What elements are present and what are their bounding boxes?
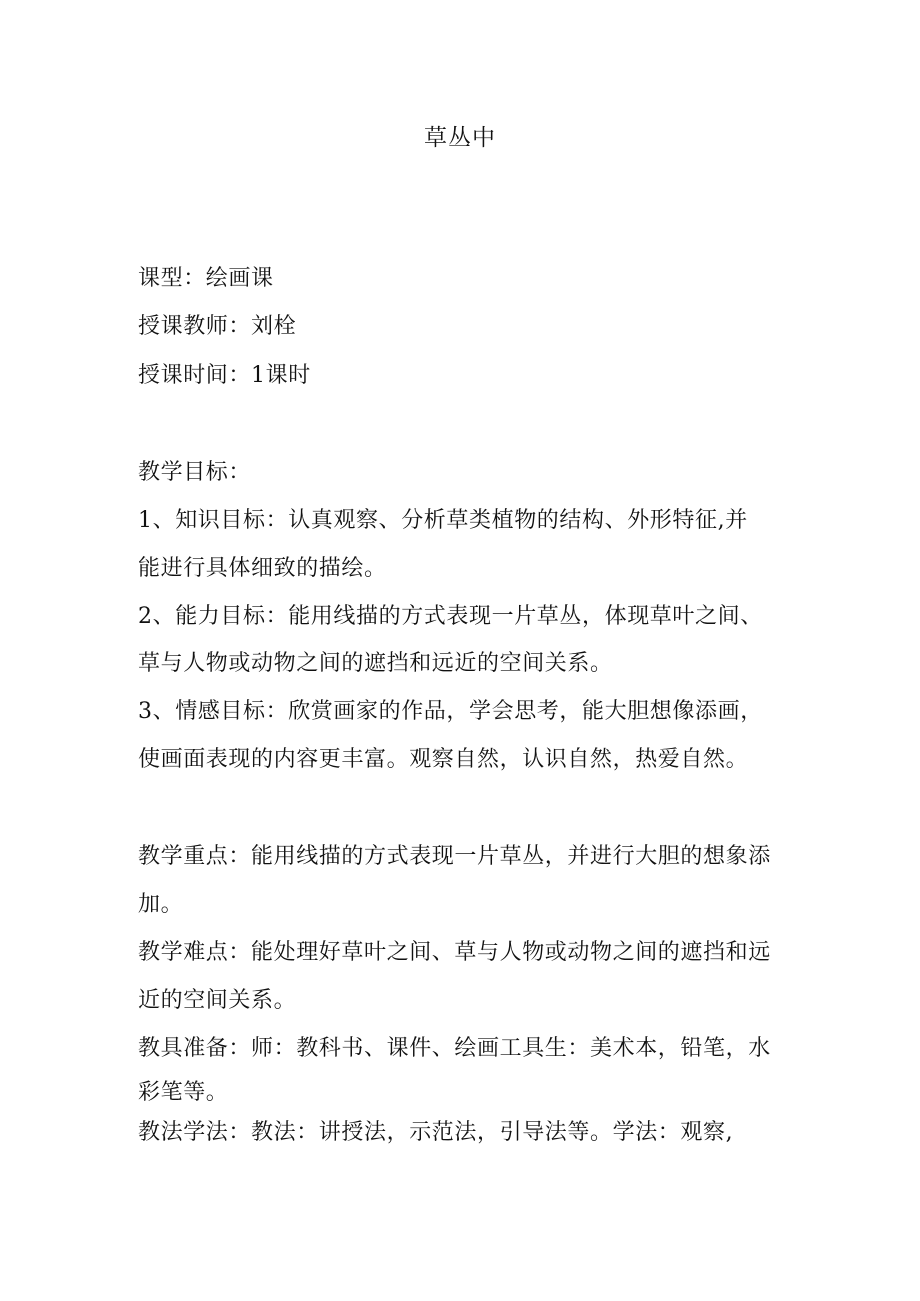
objective-line: 1、知识目标：认真观察、分析草类植物的结构、外形特征,并: [138, 508, 748, 533]
objective-line: 草与人物或动物之间的遮挡和远近的空间关系。: [138, 651, 613, 676]
document-title: 草丛中: [424, 125, 496, 151]
key-points-line: 教学重点：能用线描的方式表现一片草丛，并进行大胆的想象添: [138, 844, 771, 869]
lesson-type: 课型：绘画课: [138, 266, 274, 291]
materials-line: 彩笔等。: [138, 1080, 229, 1105]
difficulties-line: 近的空间关系。: [138, 988, 297, 1013]
materials-line: 教具准备：师：教科书、课件、绘画工具生：美术本，铅笔，水: [138, 1036, 771, 1061]
duration: 授课时间：1课时: [138, 363, 311, 388]
key-points-line: 加。: [138, 892, 184, 917]
objective-line: 使画面表现的内容更丰富。观察自然，认识自然，热爱自然。: [138, 747, 749, 772]
difficulties-line: 教学难点：能处理好草叶之间、草与人物或动物之间的遮挡和远: [138, 940, 771, 965]
objectives-heading: 教学目标：: [138, 460, 252, 485]
objective-line: 2、能力目标：能用线描的方式表现一片草丛，体现草叶之间、: [138, 604, 763, 629]
teacher: 授课教师：刘栓: [138, 314, 297, 339]
methods-line: 教法学法：教法：讲授法，示范法，引导法等。学法：观察,: [138, 1120, 734, 1145]
objective-line: 3、情感目标：欣赏画家的作品，学会思考，能大胆想像添画，: [138, 699, 763, 724]
objective-line: 能进行具体细致的描绘。: [138, 556, 387, 581]
